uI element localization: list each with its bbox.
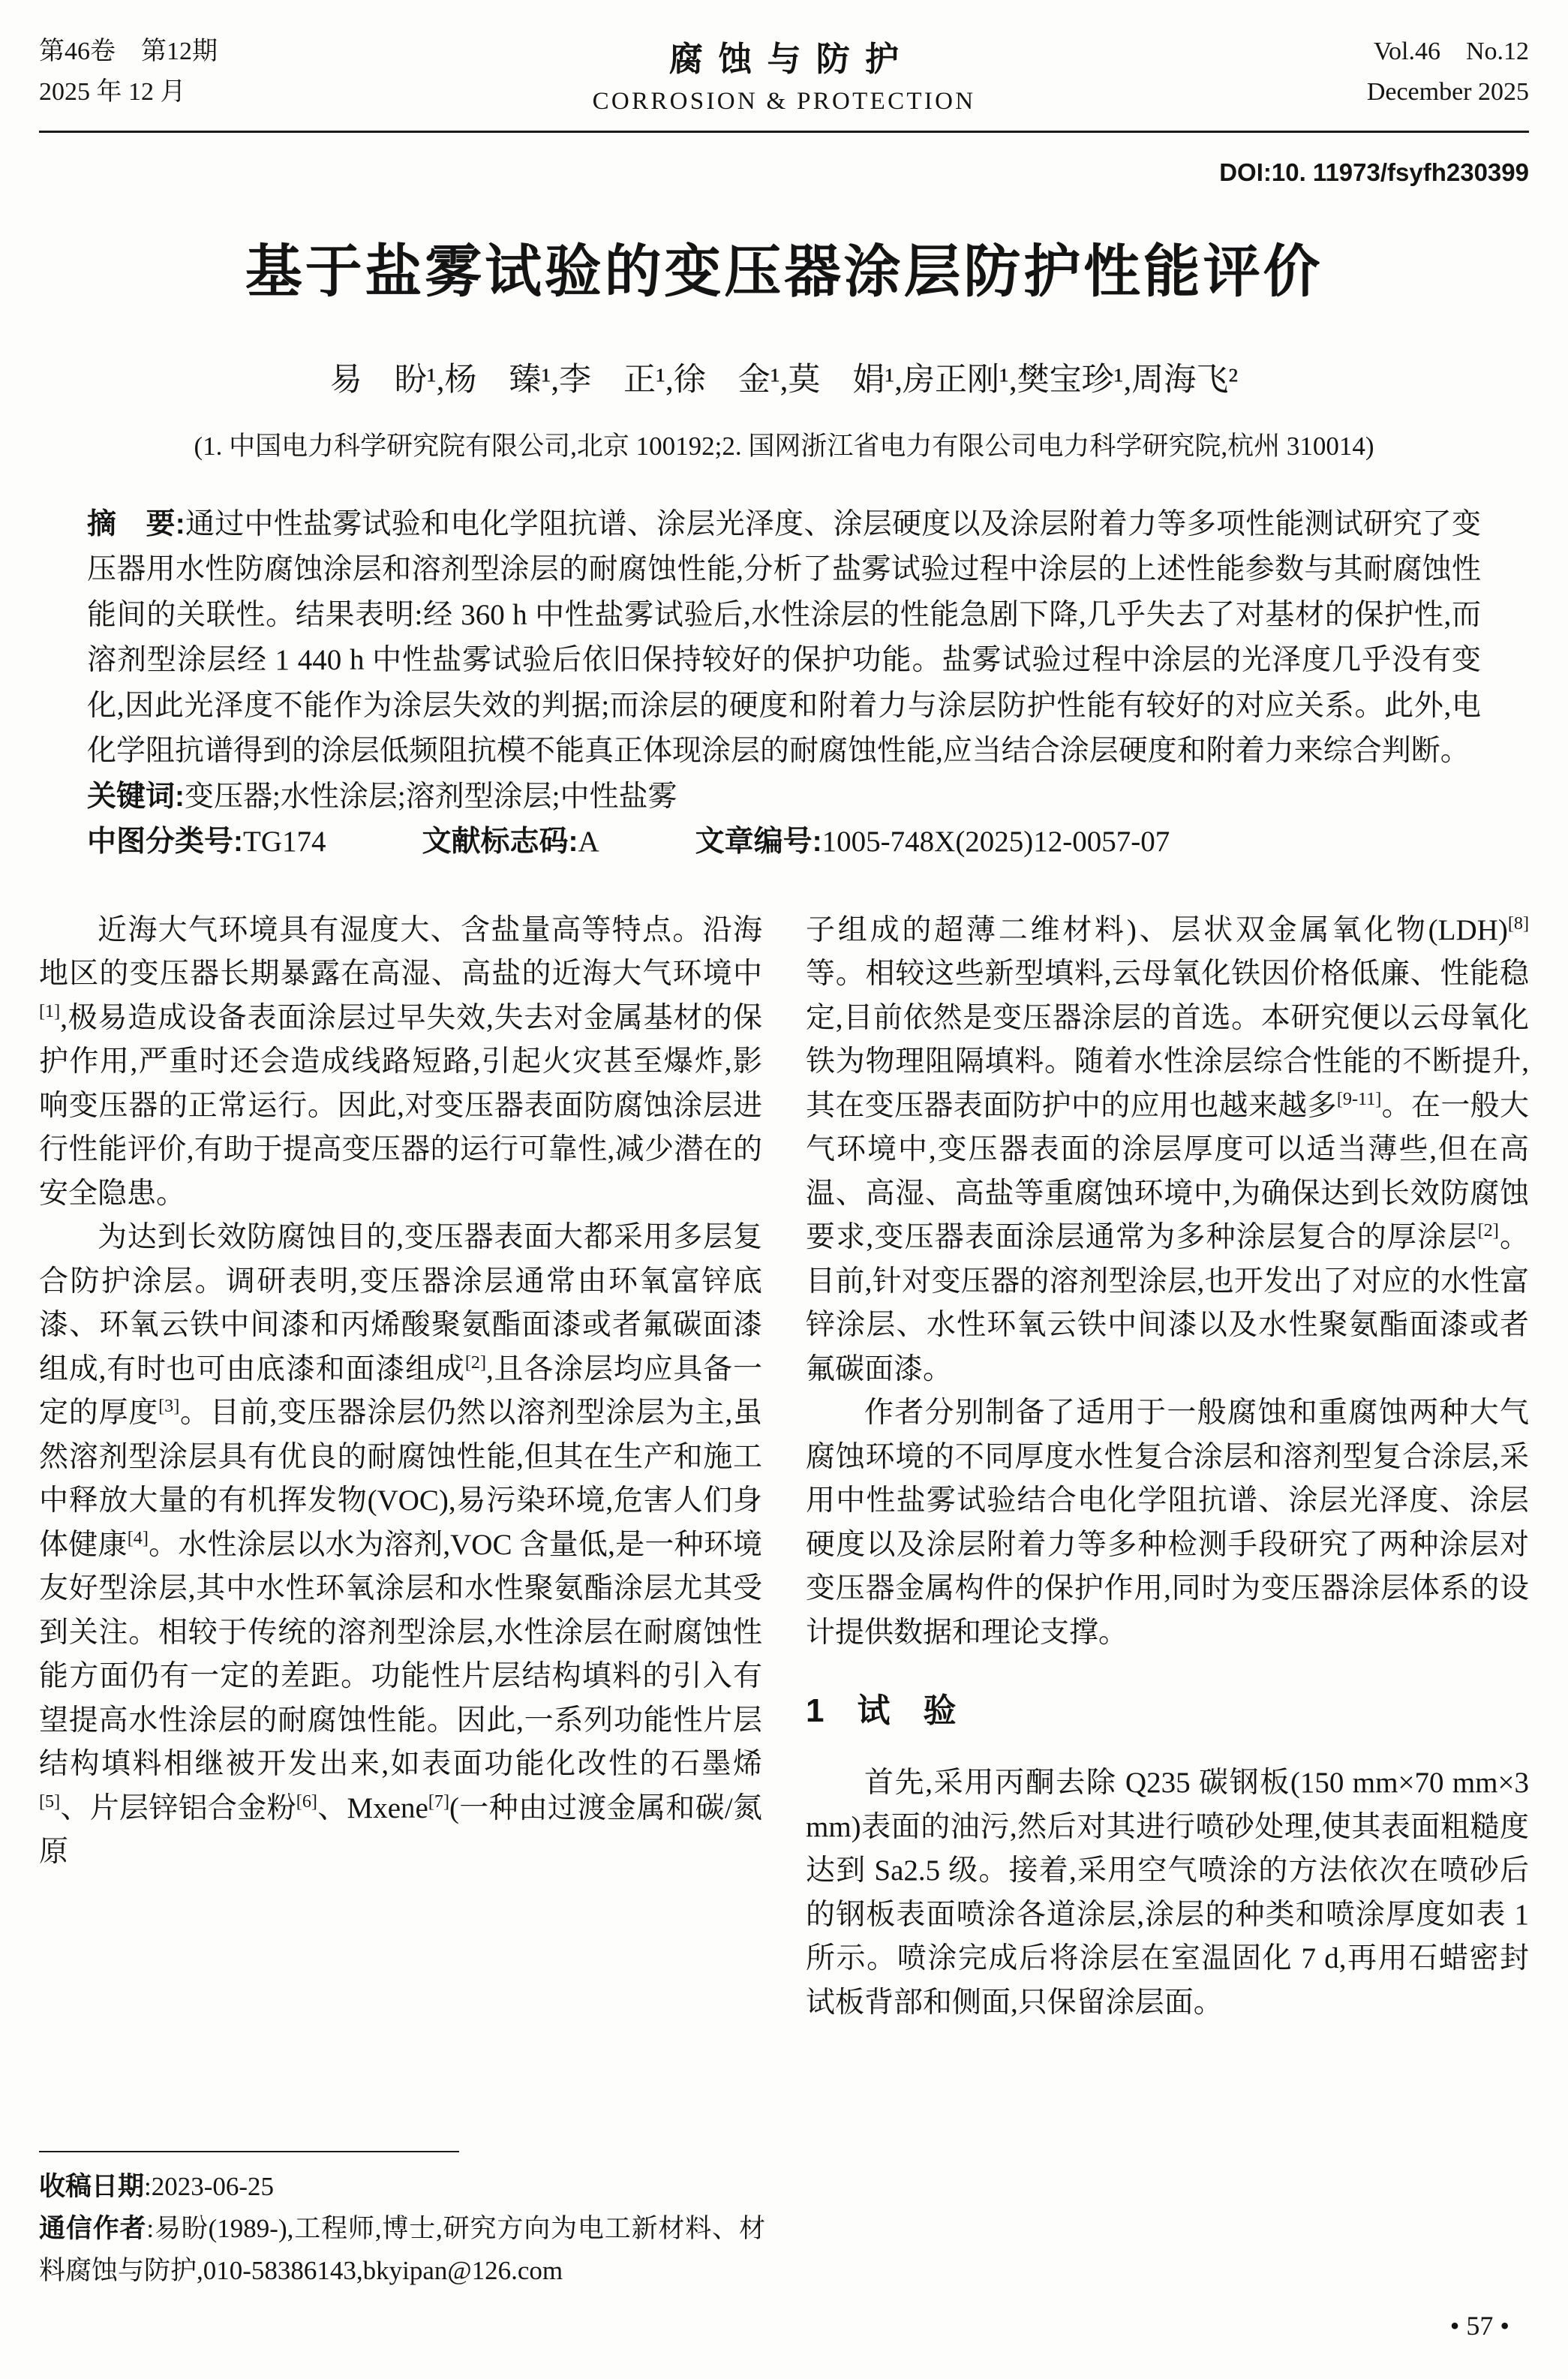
- article-id-label: 文章编号:: [695, 826, 822, 859]
- masthead-rule: [39, 131, 1529, 133]
- masthead-center: [354, 32, 1214, 116]
- clc-label: 中图分类号:: [87, 826, 243, 859]
- abstract-label: 摘 要:: [87, 508, 185, 540]
- corresponding-author-line: [39, 2208, 765, 2292]
- meta-block: [87, 502, 1481, 865]
- doc-code-item: [422, 820, 599, 865]
- article-id-item: [695, 820, 1170, 865]
- right-column: [806, 909, 1529, 2026]
- received-date-line: [39, 2166, 765, 2208]
- abstract-text: 通过中性盐雾试验和电化学阻抗谱、涂层光泽度、涂层硬度以及涂层附着力等多项性能测试研究了变压器用水性防腐蚀涂层和溶剂型涂层的耐腐蚀性能,分析了盐雾试验过程中涂层的上述性能参数与其耐腐蚀性能间的关联性。结果表明:经 360 h 中性盐雾试验后,水性涂层的性能急剧下降,几乎失去了对基材的保护性,而溶剂型涂层经 1 440 h 中性盐雾试验后依旧保持较好的保护功能。盐雾试验过程中涂层的光泽度几乎没有变化,因此光泽度不能作为涂层失效的判据;而涂层的硬度和附着力与涂层防护性能有较好的对应关系。此外,电化学阻抗谱得到的涂层低频阻抗模不能真正体现涂层的耐腐蚀性能,应当结合涂层硬度和附着力来综合判断。: [87, 508, 1481, 768]
- masthead-right: [1214, 32, 1529, 113]
- abstract: [87, 502, 1481, 774]
- journal-masthead: [39, 32, 1529, 116]
- affiliation-line: (1. 中国电力科学研究院有限公司,北京 100192;2. 国网浙江省电力有限公司电力科学研究院,杭州 310014): [194, 432, 1374, 461]
- body-paragraph: 近海大气环境具有湿度大、含盐量高等特点。沿海地区的变压器长期暴露在高湿、高盐的近海大气环境中[1],极易造成设备表面涂层过早失效,失去对金属基材的保护作用,严重时还会造成线路短路,引起火灾甚至爆炸,影响变压器的正常运行。因此,对变压器表面防腐蚀涂层进行性能评价,有助于提高变压器的运行可靠性,减少潜在的安全隐患。: [39, 913, 762, 1210]
- authors-line: 易 盼¹,杨 臻¹,李 正¹,徐 金¹,莫 娟¹,房正刚¹,樊宝珍¹,周海飞²: [329, 362, 1239, 398]
- received-date-label: 收稿日期: [39, 2172, 145, 2201]
- doc-code-value: A: [578, 826, 599, 859]
- date-cn: 2025 年 12 月: [39, 78, 186, 107]
- received-date-value: :2023-06-25: [144, 2172, 275, 2201]
- article-id-value: 1005-748X(2025)12-0057-07: [822, 826, 1170, 859]
- section-1-heading: 1 试 验: [806, 1692, 957, 1729]
- corresponding-author-value: :易盼(1989-),工程师,博士,研究方向为电工新材料、材料腐蚀与防护,010-58386143,bkyipan@126.com: [39, 2214, 765, 2285]
- body-paragraph: 作者分别制备了适用于一般腐蚀和重腐蚀两种大气腐蚀环境的不同厚度水性复合涂层和溶剂型复合涂层,采用中性盐雾试验结合电化学阻抗谱、涂层光泽度、涂层硬度以及涂层附着力等多种检测手段研究了两种涂层对变压器金属构件的保护作用,同时为变压器涂层体系的设计提供数据和理论支撑。: [806, 1397, 1529, 1649]
- body-paragraph: 首先,采用丙酮去除 Q235 碳钢板(150 mm×70 mm×3 mm)表面的油污,然后对其进行喷砂处理,使其表面粗糙度达到 Sa2.5 级。接着,采用空气喷涂的方法依次在喷砂后的钢板表面喷涂各道涂层,涂层的种类和喷涂厚度如表 1 所示。喷涂完成后将涂层在室温固化 7 d,再用石蜡密封试板背部和侧面,只保留涂层面。: [806, 1767, 1529, 2019]
- doi: DOI:10. 11973/fsyfh230399: [1219, 158, 1529, 186]
- body-columns: [39, 909, 1529, 2026]
- keywords: [87, 774, 1481, 820]
- volume-issue-en: Vol.46 No.12: [1373, 38, 1529, 65]
- masthead-left: [39, 32, 354, 113]
- clc-item: [87, 820, 326, 865]
- classification-line: [87, 820, 1481, 865]
- keywords-text: 变压器;水性涂层;溶剂型涂层;中性盐雾: [185, 780, 677, 813]
- date-en: December 2025: [1366, 78, 1529, 107]
- keywords-label: 关键词:: [87, 780, 185, 813]
- volume-issue-cn: 第46卷 第12期: [39, 38, 218, 65]
- body-paragraph: 为达到长效防腐蚀目的,变压器表面大都采用多层复合防护涂层。调研表明,变压器涂层通常由环氧富锌底漆、环氧云铁中间漆和丙烯酸聚氨酯面漆或者氟碳面漆组成,有时也可由底漆和面漆组成[2],且各涂层均应具备一定的厚度[3]。目前,变压器涂层仍然以溶剂型涂层为主,虽然溶剂型涂层具有优良的耐腐蚀性能,但其在生产和施工中释放大量的有机挥发物(VOC),易污染环境,危害人们身体健康[4]。水性涂层以水为溶剂,VOC 含量低,是一种环境友好型涂层,其中水性环氧涂层和水性聚氨酯涂层尤其受到关注。相较于传统的溶剂型涂层,水性涂层在耐腐蚀性能方面仍有一定的差距。功能性片层结构填料的引入有望提高水性涂层的耐腐蚀性能。因此,一系列功能性片层结构填料相继被开发出来,如表面功能化改性的石墨烯[5]、片层锌铝合金粉[6]、Mxene[7](一种由过渡金属和碳/氮原: [39, 1221, 762, 1868]
- footnote-block: [39, 2151, 765, 2292]
- clc-value: TG174: [243, 826, 326, 859]
- page-number: • 57 •: [1449, 2311, 1509, 2341]
- body-paragraph: 子组成的超薄二维材料)、层状双金属氧化物(LDH)[8]等。相较这些新型填料,云母氧化铁因价格低廉、性能稳定,目前依然是变压器涂层的首选。本研究便以云母氧化铁为物理阻隔填料。随着水性涂层综合性能的不断提升,其在变压器表面防护中的应用也越来越多[9-11]。在一般大气环境中,变压器表面的涂层厚度可以适当薄些,但在高温、高湿、高盐等重腐蚀环境中,为确保达到长效防腐蚀要求,变压器表面涂层通常为多种涂层复合的厚涂层[2]。目前,针对变压器的溶剂型涂层,也开发出了对应的水性富锌涂层、水性环氧云铁中间漆以及水性聚氨酯面漆或者氟碳面漆。: [806, 913, 1529, 1385]
- article-title: 基于盐雾试验的变压器涂层防护性能评价: [245, 240, 1323, 304]
- journal-title-cn: 腐蚀与防护: [668, 41, 915, 78]
- corresponding-author-label: 通信作者: [39, 2214, 147, 2243]
- journal-title-en: CORROSION & PROTECTION: [592, 88, 976, 115]
- left-column: [39, 909, 762, 2026]
- doc-code-label: 文献标志码:: [422, 826, 578, 859]
- footnote-divider: [39, 2151, 459, 2152]
